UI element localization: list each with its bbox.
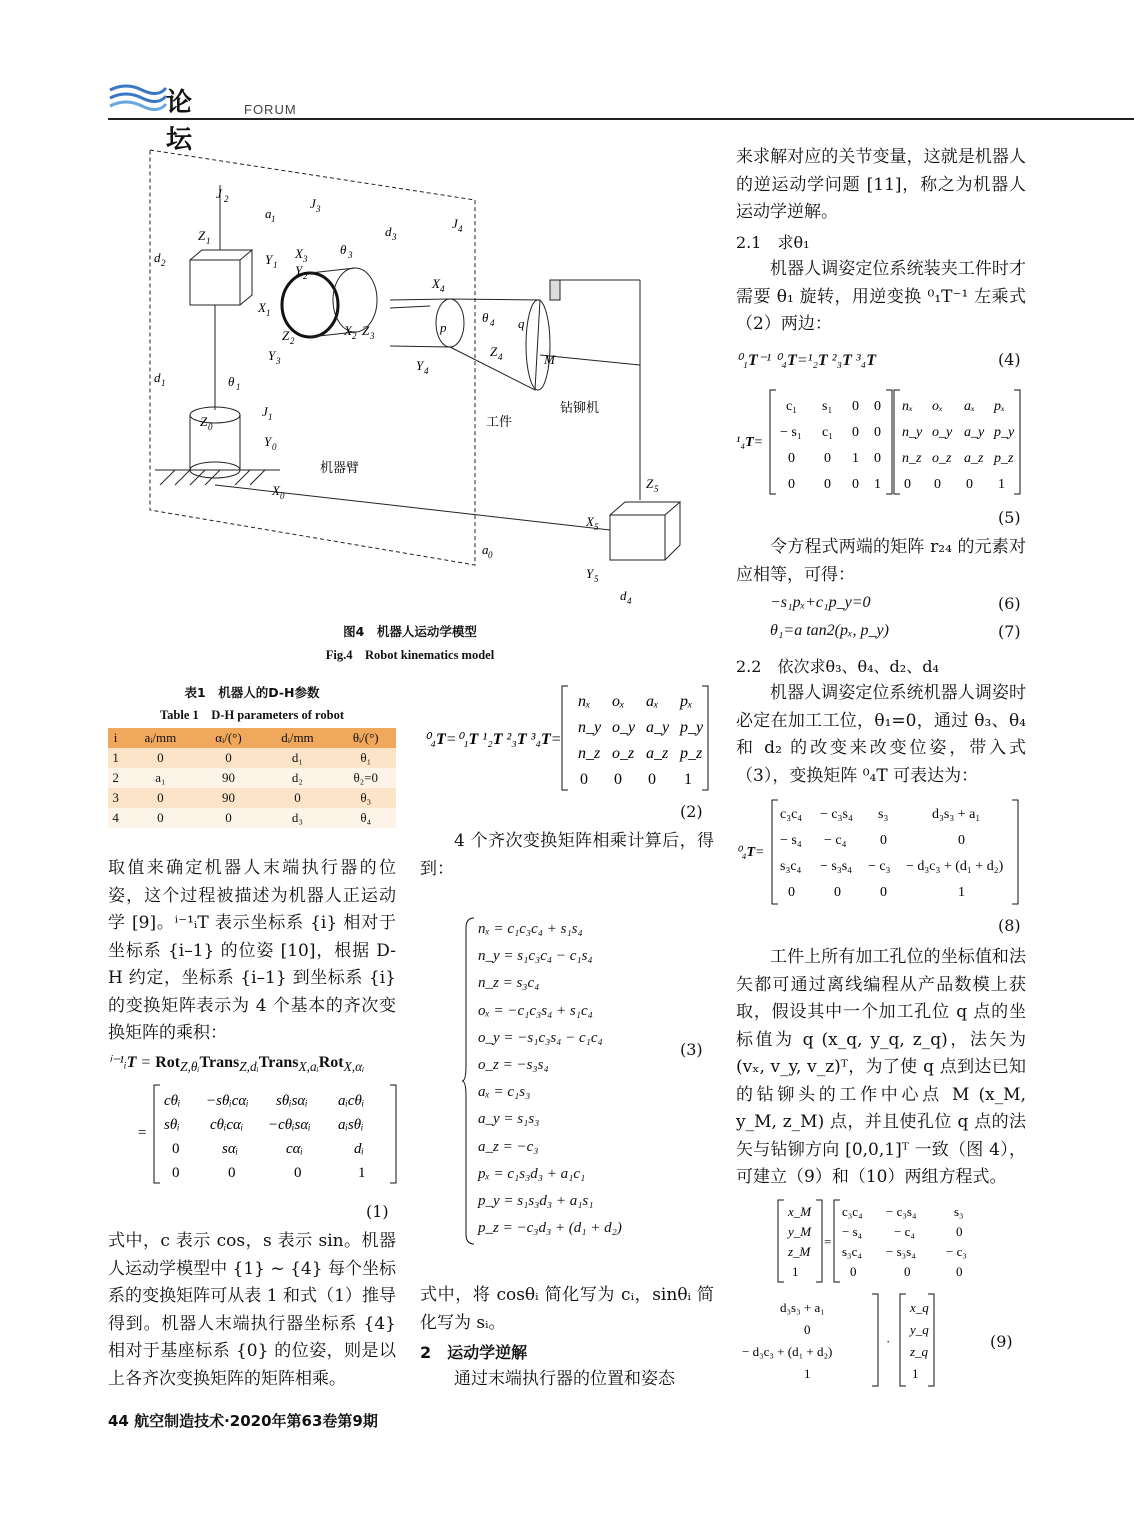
- svg-text:1: 1: [874, 477, 881, 492]
- table-cell: 0: [225, 810, 232, 825]
- svg-text:3: 3: [276, 356, 281, 366]
- dh-table: [108, 728, 396, 828]
- right-paragraph-1: 来求解对应的关节变量，这就是机器人的逆运动学问题 [11]，称之为机器人运动学逆解。: [736, 147, 1026, 222]
- eq3-line: n_z = s₃c₄: [478, 975, 540, 992]
- table-header-cell: αᵢ/(°): [215, 730, 242, 745]
- svg-text:X: X: [586, 514, 594, 529]
- eq3-line: oₓ = −c₁c₃s₄ + s₁c₄: [478, 1002, 593, 1019]
- label-workpiece: 工件: [486, 415, 513, 430]
- svg-text:0: 0: [788, 885, 795, 900]
- page-footer: 44 航空制造技术·2020年第63卷第9期: [108, 1412, 378, 1430]
- svg-text:z_M: z_M: [788, 1244, 811, 1259]
- svg-text:a_z: a_z: [964, 451, 984, 466]
- svg-text:0: 0: [788, 451, 795, 466]
- svg-text:⁰₄T=⁰₁T ¹₂T ²₃T ³₄T=: ⁰₄T=⁰₁T ¹₂T ²₃T ³₄T=: [424, 731, 562, 748]
- eq3-line: p_z = −c₃d₃ + (d₁ + d₂): [478, 1220, 622, 1237]
- right-paragraph-2: 机器人调姿定位系统装夹工件时才需要 θ₁ 旋转，用逆变换 ⁰₁T⁻¹ 左乘式（2）两边：: [736, 259, 1026, 334]
- eq3-line: a_z = −c₃: [478, 1138, 539, 1155]
- svg-text:0: 0: [904, 477, 911, 492]
- svg-text:1: 1: [852, 451, 859, 466]
- table-header-cell: dᵢ/mm: [281, 730, 314, 745]
- svg-text:− s₄: − s₄: [842, 1224, 863, 1239]
- svg-text:d: d: [620, 588, 627, 603]
- svg-text:=: =: [138, 1125, 147, 1142]
- svg-text:0: 0: [272, 442, 277, 452]
- svg-text:0: 0: [648, 771, 656, 788]
- table-caption-cn: 表1 机器人的D-H参数: [184, 685, 320, 700]
- svg-text:c₁: c₁: [822, 425, 834, 440]
- table-header-cell: i: [113, 730, 118, 745]
- eq3-line: aₓ = c₁s₃: [478, 1084, 531, 1101]
- svg-text:0: 0: [966, 477, 973, 492]
- svg-text:o_z: o_z: [612, 745, 635, 762]
- svg-text:pₓ: pₓ: [680, 693, 693, 710]
- table-cell: 0: [294, 790, 301, 805]
- svg-text:0: 0: [956, 1224, 963, 1239]
- table-row: [108, 768, 396, 788]
- svg-text:1: 1: [804, 1366, 811, 1381]
- svg-text:0: 0: [834, 885, 841, 900]
- svg-text:Y: Y: [295, 263, 303, 278]
- svg-text:0: 0: [958, 833, 965, 848]
- right-paragraph-3: 令方程式两端的矩阵 r₂₄ 的元素对应相等，可得：: [736, 537, 1026, 585]
- table-cell: 3: [112, 790, 119, 805]
- svg-text:1: 1: [206, 236, 211, 246]
- svg-text:n_y: n_y: [578, 719, 602, 736]
- svg-text:d: d: [154, 250, 161, 265]
- equation-7-label: (7): [998, 622, 1021, 641]
- svg-text:0: 0: [956, 1264, 963, 1279]
- svg-text:0: 0: [852, 399, 859, 414]
- svg-text:aᵢcθᵢ: aᵢcθᵢ: [338, 1093, 365, 1110]
- svg-text:0: 0: [208, 422, 213, 432]
- svg-text:− s₃s₄: − s₃s₄: [820, 859, 853, 874]
- svg-text:x_q: x_q: [910, 1300, 929, 1315]
- right-paragraph-5: 工件上所有加工孔位的坐标值和法矢都可通过离线编程从产品数模上获取，假设其中一个加工孔位 q 点的坐标值为 q (x_q, y_q, z_q)，法矢为 (vₓ, v_y, v_z)ᵀ，为了使 q 点到达已知的钻铆头的工作中心点 M (x_M, y_M, z_M) 点，并且使孔位 q 点的法矢与钻铆方向 [0,0,1]ᵀ 一致（图 4），可建立（9）和（10）两组方程式。: [736, 947, 1026, 1187]
- svg-text:X: X: [258, 300, 266, 315]
- svg-text:z_q: z_q: [910, 1344, 929, 1359]
- svg-text:− c₄: − c₄: [824, 833, 847, 848]
- svg-text:0: 0: [228, 1165, 236, 1182]
- svg-text:nₓ: nₓ: [902, 399, 913, 414]
- svg-text:Z: Z: [490, 344, 498, 359]
- svg-text:o_z: o_z: [932, 451, 952, 466]
- svg-text:1: 1: [266, 308, 271, 318]
- svg-text:3: 3: [392, 232, 397, 242]
- svg-text:=: =: [824, 1234, 832, 1249]
- svg-text:0: 0: [580, 771, 588, 788]
- mid-paragraph-2: 式中，将 cosθᵢ 简化写为 cᵢ，sinθᵢ 简化写为 sᵢ。: [420, 1285, 714, 1333]
- equation-4: ⁰₁T⁻¹ ⁰₄T=¹₂T ²₃T ³₄T: [736, 352, 876, 369]
- svg-text:oₓ: oₓ: [612, 693, 625, 710]
- svg-text:3: 3: [348, 250, 353, 260]
- table-cell: 90: [221, 790, 235, 805]
- svg-text:− s₄: − s₄: [780, 833, 802, 848]
- svg-text:−sθᵢcαᵢ: −sθᵢcαᵢ: [206, 1093, 249, 1110]
- label-arm: 机器臂: [320, 461, 360, 476]
- svg-text:aₓ: aₓ: [646, 693, 659, 710]
- table-cell: θ₁: [360, 750, 372, 765]
- wave-logo-icon: [108, 80, 168, 114]
- svg-text:c₃c₄: c₃c₄: [780, 807, 803, 822]
- svg-text:cθᵢ: cθᵢ: [164, 1093, 181, 1110]
- svg-text:2: 2: [161, 258, 166, 268]
- table-cell: θ₂=0: [353, 770, 379, 785]
- subsection-2-2: 2.2 依次求θ₃、θ₄、d₂、d₄: [736, 657, 939, 676]
- svg-text:pₓ: pₓ: [994, 399, 1005, 414]
- equation-6-label: (6): [998, 594, 1021, 613]
- svg-text:− d₃c₃ + (d₁ + d₂): − d₃c₃ + (d₁ + d₂): [906, 859, 1004, 874]
- svg-text:− c₄: − c₄: [894, 1224, 915, 1239]
- table-cell: 0: [157, 750, 164, 765]
- equation-6: −s₁pₓ+c₁p_y=0: [770, 594, 871, 611]
- svg-text:5: 5: [594, 574, 599, 584]
- table-header-cell: aᵢ/mm: [144, 730, 177, 745]
- robot-kinematics-figure: [140, 140, 700, 614]
- svg-text:y_M: y_M: [788, 1224, 812, 1239]
- svg-text:−cθᵢsαᵢ: −cθᵢsαᵢ: [268, 1117, 311, 1134]
- svg-text:0: 0: [824, 451, 831, 466]
- label-riveter: 钻铆机: [560, 401, 600, 416]
- svg-text:Z: Z: [362, 323, 370, 338]
- svg-text:Y: Y: [586, 566, 594, 581]
- svg-text:J: J: [310, 196, 316, 211]
- svg-text:0: 0: [880, 885, 887, 900]
- svg-text:3: 3: [316, 204, 321, 214]
- svg-text:0: 0: [488, 550, 493, 560]
- svg-text:1: 1: [998, 477, 1005, 492]
- svg-text:− s₃s₄: − s₃s₄: [886, 1244, 916, 1259]
- svg-text:cθᵢcαᵢ: cθᵢcαᵢ: [210, 1117, 244, 1134]
- equation-3-label: (3): [680, 1040, 703, 1059]
- svg-text:1: 1: [268, 412, 273, 422]
- figure-caption-en: Fig.4 Robot kinematics model: [325, 648, 495, 662]
- svg-text:s₃: s₃: [878, 807, 889, 822]
- svg-text:θ: θ: [340, 242, 347, 257]
- eq3-line: o_z = −s₃s₄: [478, 1057, 549, 1074]
- svg-text:4: 4: [458, 224, 463, 234]
- svg-text:o_y: o_y: [612, 719, 636, 736]
- table-row: [108, 788, 396, 808]
- svg-text:5: 5: [594, 522, 599, 532]
- svg-text:0: 0: [804, 1322, 811, 1337]
- svg-text:− c₃: − c₃: [868, 859, 891, 874]
- figure-caption-cn: 图4 机器人运动学模型: [343, 624, 477, 639]
- table-cell: 90: [221, 770, 235, 785]
- svg-text:s₃c₄: s₃c₄: [842, 1244, 862, 1259]
- svg-text:− s₁: − s₁: [780, 425, 802, 440]
- svg-text:1: 1: [958, 885, 965, 900]
- table-cell: θ₄: [360, 810, 372, 825]
- svg-text:X: X: [344, 323, 352, 338]
- svg-text:− c₃s₄: − c₃s₄: [820, 807, 853, 822]
- svg-text:cαᵢ: cαᵢ: [286, 1141, 303, 1158]
- svg-text:Z: Z: [198, 228, 206, 243]
- svg-text:d₃s₃ + a₁: d₃s₃ + a₁: [932, 807, 981, 822]
- svg-text:0: 0: [880, 833, 887, 848]
- svg-text:sαᵢ: sαᵢ: [222, 1141, 239, 1158]
- svg-text:X: X: [432, 276, 440, 291]
- svg-text:4: 4: [490, 318, 495, 328]
- table-cell: 0: [225, 750, 232, 765]
- svg-text:1: 1: [161, 378, 166, 388]
- table-row: [108, 748, 396, 768]
- svg-text:d: d: [154, 370, 161, 385]
- section-2-heading: 2 运动学逆解: [420, 1343, 528, 1362]
- equation-8-label: (8): [998, 916, 1021, 935]
- header-section-en: FORUM: [244, 102, 297, 117]
- svg-text:Z: Z: [282, 328, 290, 343]
- svg-text:5: 5: [654, 484, 659, 494]
- svg-text:sθᵢ: sθᵢ: [164, 1117, 180, 1134]
- svg-text:y_q: y_q: [910, 1322, 929, 1337]
- eq3-line: n_y = s₁c₃c₄ − c₁s₄: [478, 948, 593, 965]
- left-paragraph-2: 式中，c 表示 cos，s 表示 sin。机器人运动学模型中 {1} ~ {4} 每个坐标系的变换矩阵可从表 1 和式（1）推导得到。机器人末端执行器坐标系 {4} 相对于基座标系 {0} 的位姿，则是以上各齐次变换矩阵的矩阵相乘。: [108, 1231, 396, 1389]
- svg-text:4: 4: [424, 366, 429, 376]
- table-cell: 2: [112, 770, 119, 785]
- table-caption-en: Table 1 D-H parameters of robot: [159, 708, 344, 722]
- svg-text:n_z: n_z: [578, 745, 601, 762]
- table-cell: d₂: [291, 770, 303, 785]
- equation-2-label: (2): [680, 802, 703, 821]
- svg-text:a_y: a_y: [646, 719, 670, 736]
- svg-text:s₁: s₁: [822, 399, 833, 414]
- equation-1: ⁱ⁻¹ᵢT = Rot$_{Z,\theta ᵢ}$Trans$_{Z,dᵢ}$Trans$_{X,aᵢ}$Rot$_{X,\alpha ᵢ}$ = cθᵢ −sθᵢcαᵢ sθᵢsαᵢ aᵢcθᵢ sθᵢ cθᵢcαᵢ −cθᵢsαᵢ aᵢsθᵢ 0 sαᵢ cαᵢ dᵢ 0 0 0 1: [108, 1052, 400, 1193]
- svg-text:Z: Z: [200, 414, 208, 429]
- svg-text:− c₃: − c₃: [946, 1244, 967, 1259]
- svg-text:0: 0: [874, 451, 881, 466]
- svg-text:s₃c₄: s₃c₄: [780, 859, 802, 874]
- svg-text:1: 1: [684, 771, 692, 788]
- svg-text:θ: θ: [482, 310, 489, 325]
- svg-text:0: 0: [904, 1264, 911, 1279]
- svg-text:o_y: o_y: [932, 425, 953, 440]
- svg-text:d₃s₃ + a₁: d₃s₃ + a₁: [780, 1300, 825, 1315]
- svg-text:J: J: [452, 216, 458, 231]
- svg-text:0: 0: [934, 477, 941, 492]
- svg-text:2: 2: [290, 336, 295, 346]
- svg-text:nₓ: nₓ: [578, 693, 591, 710]
- eq3-line: o_y = −s₁c₃s₄ − c₁c₄: [478, 1029, 603, 1046]
- equation-7: θ₁=a tan2(pₓ, p_y): [770, 622, 889, 639]
- svg-text:p_z: p_z: [994, 451, 1014, 466]
- svg-text:a: a: [482, 542, 489, 557]
- svg-text:1: 1: [273, 260, 278, 270]
- equation-2: [420, 682, 714, 798]
- svg-text:n_y: n_y: [902, 425, 923, 440]
- svg-text:0: 0: [294, 1165, 302, 1182]
- svg-text:Z: Z: [646, 476, 654, 491]
- svg-text:2: 2: [224, 194, 229, 204]
- svg-text:1: 1: [358, 1165, 366, 1182]
- equation-1-label: (1): [366, 1202, 389, 1221]
- eq3-line: p_y = s₁s₃d₃ + a₁s₁: [478, 1193, 594, 1210]
- svg-text:q: q: [518, 316, 525, 331]
- mid-paragraph-1: 4 个齐次变换矩阵相乘计算后，得到：: [420, 831, 714, 879]
- svg-text:¹₄T=: ¹₄T=: [736, 435, 764, 450]
- svg-text:0: 0: [172, 1141, 180, 1158]
- svg-text:0: 0: [850, 1264, 857, 1279]
- eq3-line: a_y = s₁s₃: [478, 1111, 540, 1128]
- svg-text:2: 2: [352, 331, 357, 341]
- svg-text:1: 1: [792, 1264, 799, 1279]
- svg-text:0: 0: [280, 491, 285, 501]
- svg-text:0: 0: [874, 425, 881, 440]
- svg-text:p: p: [440, 320, 447, 335]
- mid-paragraph-3: 通过末端执行器的位置和姿态: [454, 1369, 675, 1389]
- header-logo: [108, 80, 297, 155]
- svg-text:s₃: s₃: [954, 1204, 964, 1219]
- svg-text:d: d: [385, 224, 392, 239]
- svg-text:·: ·: [886, 1334, 891, 1349]
- svg-text:⁰₄T=: ⁰₄T=: [736, 845, 765, 860]
- svg-text:x_M: x_M: [788, 1204, 812, 1219]
- table-cell: d₃: [291, 810, 303, 825]
- table-cell: 0: [157, 810, 164, 825]
- svg-text:M: M: [544, 352, 555, 367]
- equation-5-label: (5): [998, 508, 1021, 527]
- svg-text:0: 0: [852, 425, 859, 440]
- svg-text:1: 1: [912, 1366, 919, 1381]
- svg-text:4: 4: [627, 596, 632, 606]
- table-cell: 1: [112, 750, 119, 765]
- svg-text:0: 0: [874, 399, 881, 414]
- svg-text:X: X: [295, 246, 303, 261]
- svg-text:aₓ: aₓ: [964, 399, 975, 414]
- subsection-2-1: 2.1 求θ₁: [736, 233, 810, 252]
- svg-text:c₁: c₁: [786, 399, 798, 414]
- svg-text:p_z: p_z: [680, 745, 703, 762]
- eq3-line: nₓ = c₁c₃c₄ + s₁s₄: [478, 921, 583, 937]
- svg-text:dᵢ: dᵢ: [354, 1141, 364, 1158]
- equation-4-label: (4): [998, 350, 1021, 369]
- table-cell: a₁: [155, 770, 166, 785]
- svg-text:J: J: [216, 186, 222, 201]
- svg-text:J: J: [262, 404, 268, 419]
- svg-text:1: 1: [236, 382, 241, 392]
- svg-text:0: 0: [824, 477, 831, 492]
- svg-text:− d₃c₃ + (d₁ + d₂): − d₃c₃ + (d₁ + d₂): [742, 1344, 833, 1359]
- svg-text:Y: Y: [268, 348, 276, 363]
- table-cell: 4: [112, 810, 119, 825]
- svg-text:Y: Y: [265, 252, 273, 267]
- table-header-cell: θᵢ/(°): [352, 730, 379, 745]
- brace-icon: [462, 916, 476, 1246]
- svg-text:c₃c₄: c₃c₄: [842, 1204, 863, 1219]
- svg-text:0: 0: [614, 771, 622, 788]
- table-cell: θ₃: [360, 790, 372, 805]
- equation-9-label: (9): [990, 1332, 1013, 1351]
- svg-text:θ: θ: [228, 374, 235, 389]
- svg-text:0: 0: [852, 477, 859, 492]
- svg-text:a_y: a_y: [964, 425, 985, 440]
- svg-text:3: 3: [303, 254, 308, 264]
- svg-text:0: 0: [172, 1165, 180, 1182]
- table-cell: 0: [157, 790, 164, 805]
- svg-text:oₓ: oₓ: [932, 399, 943, 414]
- table-header-row: [108, 728, 396, 748]
- equation-9: [740, 1196, 1030, 1396]
- svg-text:4: 4: [498, 352, 503, 362]
- svg-text:Y: Y: [416, 358, 424, 373]
- eq3-line: pₓ = c₁s₃d₃ + a₁c₁: [478, 1165, 586, 1182]
- svg-text:n_z: n_z: [902, 451, 922, 466]
- svg-text:a_z: a_z: [646, 745, 669, 762]
- right-paragraph-4: 机器人调姿定位系统机器人调姿时必定在加工工位，θ₁=0，通过 θ₃、θ₄ 和 d₂ 的改变来改变位姿，带入式（3），变换矩阵 ⁰₄T 可表达为：: [736, 683, 1026, 786]
- svg-text:sθᵢsαᵢ: sθᵢsαᵢ: [276, 1093, 308, 1110]
- svg-text:3: 3: [370, 331, 375, 341]
- header-section-cn: 论坛: [166, 88, 194, 155]
- svg-text:2: 2: [303, 271, 308, 281]
- header-rule: [108, 118, 1134, 120]
- svg-text:aᵢsθᵢ: aᵢsθᵢ: [338, 1117, 364, 1134]
- equation-5: [736, 386, 1026, 502]
- left-paragraph-1: 取值来确定机器人末端执行器的位姿，这个过程被描述为机器人正运动学 [9]。ⁱ⁻¹ᵢT 表示坐标系 {i} 相对于坐标系 {i–1} 的位姿 [10]，根据 D-H 约定，坐标系 {i–1} 到坐标系 {i} 的变换矩阵表示为 4 个基本的齐次变换矩阵的乘积：: [108, 858, 396, 1043]
- svg-text:p_y: p_y: [680, 719, 704, 736]
- svg-text:0: 0: [788, 477, 795, 492]
- svg-text:X: X: [272, 483, 280, 498]
- svg-text:1: 1: [271, 214, 276, 224]
- table-cell: d₁: [291, 750, 303, 765]
- equation-8: [736, 796, 1026, 912]
- svg-text:− c₃s₄: − c₃s₄: [886, 1204, 917, 1219]
- svg-text:p_y: p_y: [994, 425, 1015, 440]
- svg-text:4: 4: [440, 284, 445, 294]
- svg-text:Y: Y: [264, 434, 272, 449]
- table-row: [108, 808, 396, 828]
- svg-text:a: a: [265, 206, 272, 221]
